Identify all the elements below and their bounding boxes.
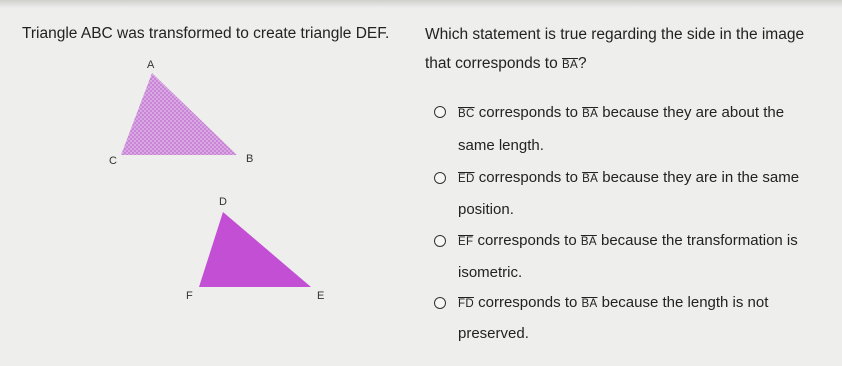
option-3-text-b: because the transformation is <box>596 232 798 249</box>
option-3-line-1[interactable] <box>458 232 798 249</box>
option-3-line-2[interactable]: isometric. <box>458 264 523 281</box>
vertex-e-label: E <box>317 290 325 302</box>
option-1-text-a: corresponds to <box>474 104 583 121</box>
option-3-segment: $\overline{EF}$ <box>458 236 474 248</box>
option-1-radio[interactable] <box>434 106 446 118</box>
option-4-text-a: corresponds to <box>473 294 582 311</box>
option-1-text-b: because they are about the <box>598 104 785 121</box>
option-2-radio[interactable] <box>434 172 446 184</box>
triangle-abc <box>121 73 237 155</box>
question-line-1: Which statement is true regarding the side in the image <box>425 26 805 43</box>
option-2-text-b: because they are in the same <box>598 169 800 186</box>
option-2-segment: $\overline{ED}$ <box>458 173 475 185</box>
option-2-line-1[interactable] <box>458 169 799 186</box>
option-1-ref: $\overline{BA}$ <box>582 108 599 120</box>
triangle-def <box>199 212 311 287</box>
problem-prompt: Triangle ABC was transformed to create triangle DEF. <box>22 25 390 42</box>
option-4-line-1[interactable] <box>458 294 768 311</box>
option-4-text-b: because the length is not <box>597 294 769 311</box>
vertex-b-label: B <box>246 153 254 165</box>
option-3-ref: $\overline{BA}$ <box>580 236 597 248</box>
question-segment: $\overline{BA}$ <box>562 59 578 71</box>
vertex-a-label: A <box>147 59 155 71</box>
option-1-line-2[interactable]: same length. <box>458 137 544 154</box>
option-1-line-1[interactable] <box>458 104 784 121</box>
option-3-text-a: corresponds to <box>473 232 581 249</box>
option-1-segment: $\overline{BC}$ <box>458 108 475 120</box>
option-2-ref: $\overline{BA}$ <box>582 173 599 185</box>
option-4-radio[interactable] <box>434 297 446 309</box>
vertex-c-label: C <box>109 155 117 167</box>
question-prefix: that corresponds to <box>425 55 562 72</box>
vertex-d-label: D <box>219 196 227 208</box>
option-4-line-2[interactable]: preserved. <box>458 325 529 342</box>
option-2-text-a: corresponds to <box>474 169 583 186</box>
question-line-2 <box>425 55 587 73</box>
question-suffix: ? <box>577 55 587 72</box>
option-4-ref: $\overline{BA}$ <box>581 298 598 310</box>
option-3-radio[interactable] <box>434 235 446 247</box>
option-4-segment: $\overline{FD}$ <box>458 298 474 310</box>
triangles-figure <box>0 0 420 366</box>
vertex-f-label: F <box>186 290 193 302</box>
option-2-line-2[interactable]: position. <box>458 201 514 218</box>
